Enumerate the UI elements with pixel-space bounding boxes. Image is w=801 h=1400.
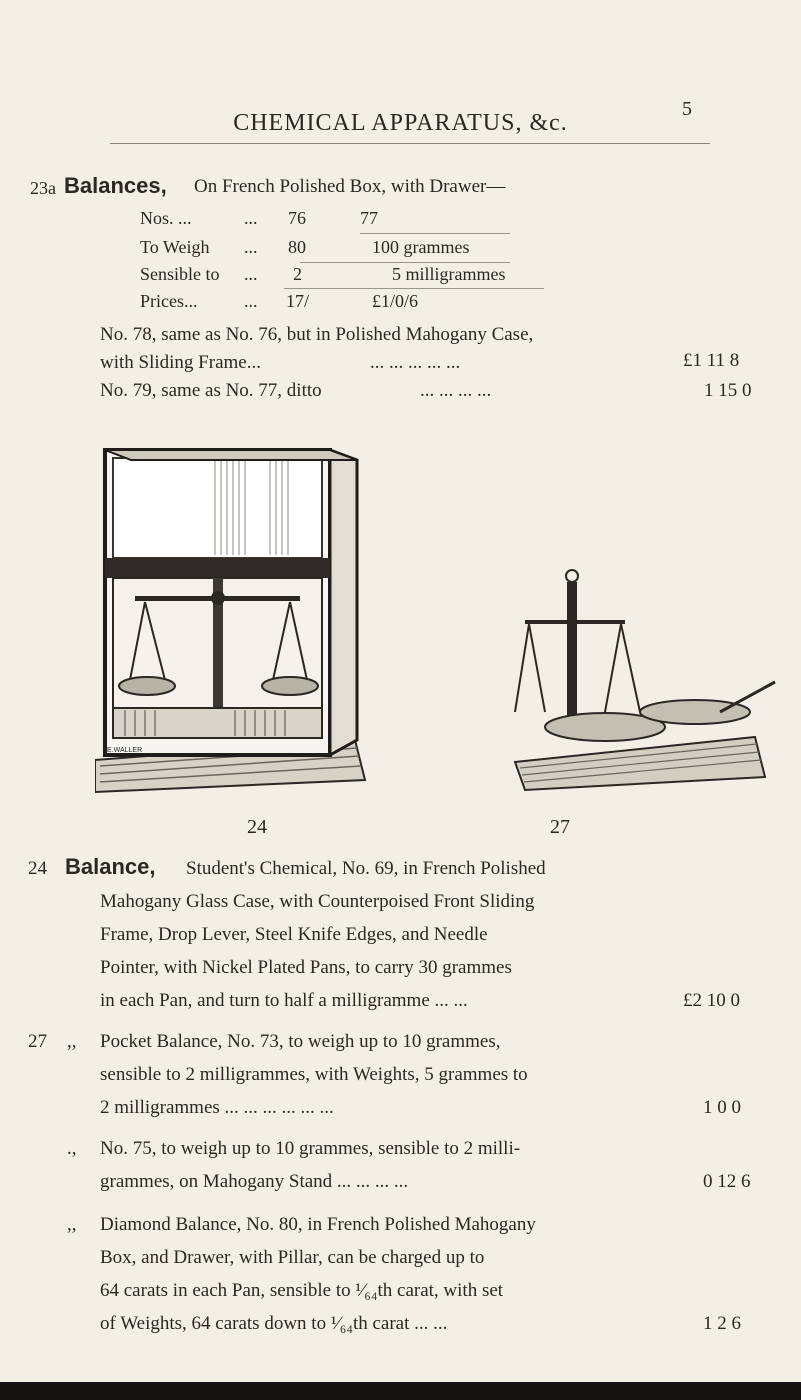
item-27b-price: 0 12 6 [703,1171,751,1192]
item-number-27: 27 [28,1031,47,1052]
table-rule [284,288,544,289]
running-header: CHEMICAL APPARATUS, &c. [233,110,568,136]
item-27c-line: Diamond Balance, No. 80, in French Polished Mahogany [100,1214,536,1235]
item-79-leaders: ... ... ... ... [420,380,492,401]
item-27c-line: Box, and Drawer, with Pillar, can be charged up to [100,1247,485,1268]
item-27a-line: Pocket Balance, No. 73, to weigh up to 10 grammes, [100,1031,501,1052]
row-label: Sensible to [140,264,220,284]
row-dots: ... [244,208,258,228]
col-76-value: 76 [288,208,306,228]
item-27c-line: of Weights, 64 carats down to ¹⁄₆₄th carat ... ... [100,1313,448,1334]
item-27a-line: 2 milligrammes ... ... ... ... ... ... [100,1097,334,1118]
item-79-line1: No. 79, same as No. 77, ditto [100,380,322,401]
ditto-mark: ,, [67,1031,77,1052]
item-24-line: Mahogany Glass Case, with Counterpoised Front Sliding [100,891,535,912]
ditto-mark: ., [67,1138,77,1159]
item-78-line2: with Sliding Frame... [100,352,261,373]
item-24-line: Pointer, with Nickel Plated Pans, to carry 30 grammes [100,957,512,978]
engraver-mark: E.WALLER [107,747,143,754]
item-27b-line: grammes, on Mahogany Stand ... ... ... ... [100,1171,409,1192]
section-title: Balances, [64,173,167,198]
item-number-23a: 23a [30,178,56,198]
col-77-value: 100 grammes [372,237,470,257]
item-78-line1: No. 78, same as No. 76, but in Polished Mahogany Case, [100,324,534,345]
ditto-mark: ,, [67,1214,77,1235]
col-76-value: 80 [288,237,306,257]
section-subtitle: On French Polished Box, with Drawer— [194,176,506,197]
item-27c-line: 64 carats in each Pan, sensible to ¹⁄₆₄th carat, with set [100,1280,504,1301]
item-24-title: Balance, [65,854,156,879]
item-27a-price: 1 0 0 [703,1097,741,1118]
figure-24-glass-case-balance [95,440,415,805]
item-27c-price: 1 2 6 [703,1313,741,1334]
figure-27-label: 27 [550,816,570,838]
item-24-line: in each Pan, and turn to half a milligramme ... ... [100,990,468,1011]
table-rule [300,262,510,263]
col-76-value: 2 [293,264,302,284]
item-78-leaders: ... ... ... ... ... [370,352,461,373]
col-76-value: 17/ [286,291,310,311]
col-77-value: £1/0/6 [372,291,419,311]
row-label: To Weigh [140,237,210,257]
item-78-price: £1 11 8 [683,350,740,371]
col-77-value: 77 [360,208,378,228]
row-label: Prices... [140,291,198,311]
item-number-24: 24 [28,858,47,879]
page-number: 5 [682,98,692,120]
item-27a-line: sensible to 2 milligrammes, with Weights, 5 grammes to [100,1064,528,1085]
col-77-value: 5 milligrammes [392,264,506,284]
row-dots: ... [244,237,258,257]
glass-case [105,450,357,755]
pillar [567,582,577,732]
row-label: Nos. ... [140,208,192,228]
item-24-line: Frame, Drop Lever, Steel Knife Edges, and Needle [100,924,488,945]
row-dots: ... [244,264,258,284]
item-24-line: Student's Chemical, No. 69, in French Polished [186,858,546,879]
item-27b-line: No. 75, to weigh up to 10 grammes, sensible to 2 milli- [100,1138,521,1159]
page-bottom-edge [0,1382,801,1400]
header-rule [110,143,710,144]
table-rule [360,233,510,234]
item-79-price: 1 15 0 [704,380,752,401]
item-24-price: £2 10 0 [683,990,740,1011]
figure-24-label: 24 [247,816,267,838]
figure-27-pocket-balance [505,562,785,802]
row-dots: ... [244,291,258,311]
